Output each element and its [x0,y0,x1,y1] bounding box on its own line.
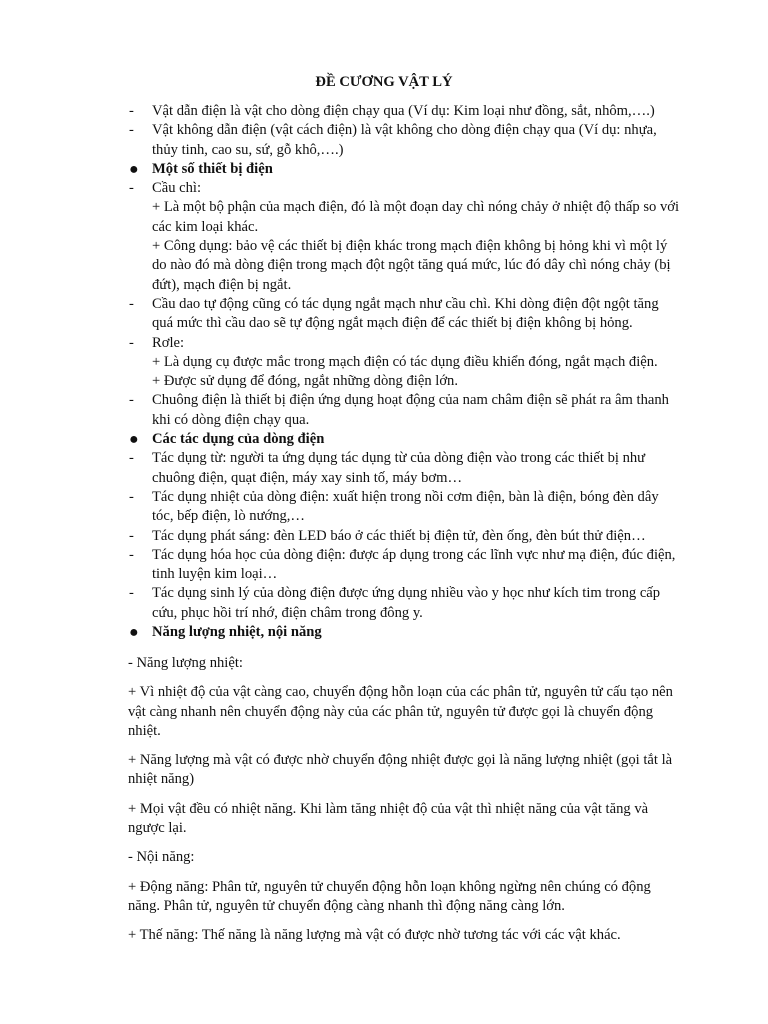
text-line: + Công dụng: bảo vệ các thiết bị điện khác trong mạch điện không bị hỏng khi vì một lý [152,238,668,255]
text-line: + Là dụng cụ được mắc trong mạch điện có tác dụng điều khiển đóng, ngắt mạch điện. [152,353,658,370]
paragraph [128,654,700,673]
list-item-text [152,160,700,179]
text-line: vật càng nhanh nên chuyển động này của các phân tử, nguyên tử được gọi là chuyển động [128,703,654,720]
text-line: + Vì nhiệt độ của vật càng cao, chuyển động hỗn loạn của các phân tử, nguyên tử cấu tạo nên [128,684,673,701]
list-item [128,179,700,295]
text-line: tinh luyện kim loại… [152,566,278,583]
text-line: Các tác dụng của dòng điện [152,431,325,448]
dash-marker: - [129,180,134,197]
list-item [128,391,700,430]
text-line: Tác dụng phát sáng: đèn LED báo ở các thiết bị điện tử, đèn ống, đèn bút thử điện… [152,527,646,544]
list-item-text [152,430,700,449]
paragraph [128,848,700,867]
text-line: - Năng lượng nhiệt: [128,655,243,671]
text-line: Vật dẫn điện là vật cho dòng điện chạy qua (Ví dụ: Kim loại như đồng, sắt, nhôm,….) [152,103,655,119]
text-line: chuông điện, quạt điện, máy xay sinh tố, máy bơm… [152,469,463,486]
content-list [128,102,700,642]
text-line: Chuông điện là thiết bị điện ứng dụng hoạt động của nam châm điện sẽ phát ra âm thanh [152,392,669,409]
text-line: Tác dụng sinh lý của dòng điện được ứng dụng nhiều vào y học như kích tim trong cấp [152,585,661,602]
bullet-marker: ● [129,431,139,449]
list-item [128,102,700,121]
text-line: Tác dụng hóa học của dòng điện: được áp dụng trong các lĩnh vực như mạ điện, đúc điện, [152,546,676,563]
dash-marker: - [129,488,134,505]
bullet-marker: ● [129,160,139,178]
text-line: do nào đó mà dòng điện trong mạch đột ngột tăng quá mức, lúc đó dây chì nóng chảy (bị [152,257,671,274]
text-line: Năng lượng nhiệt, nội năng [152,624,322,641]
paragraph-block [128,654,700,956]
text-line: Một số thiết bị điện [152,160,273,177]
paragraph [128,683,700,741]
paragraph [128,926,700,945]
text-line: năng. Phân tử, nguyên tử chuyển động càng nhanh thì động năng càng lớn. [128,897,565,914]
dash-marker: - [129,334,134,351]
text-line: đứt), mạch điện bị ngắt. [152,276,292,293]
text-line: + Mọi vật đều có nhiệt năng. Khi làm tăng nhiệt độ của vật thì nhiệt năng của vật tăng và [128,800,649,817]
list-item-text [152,449,700,488]
list-item [128,295,700,334]
list-item-text [152,391,700,430]
document-title: ĐỀ CƯƠNG VẬT LÝ [315,74,453,90]
dash-marker: - [129,527,134,544]
text-line: các kim loại khác. [152,218,259,235]
section-heading [128,160,700,179]
text-line: khi có dòng điện chạy qua. [152,411,310,428]
dash-marker: - [129,103,134,119]
dash-marker: - [129,450,134,467]
list-item [128,488,700,527]
text-line: Tác dụng từ: người ta ứng dụng tác dụng từ của dòng điện vào trong các thiết bị như [152,450,646,467]
paragraph [128,800,700,839]
list-item [128,121,700,160]
list-item-text [152,179,700,295]
text-line: ngược lại. [128,820,187,837]
list-item-text [152,295,700,334]
text-line: Vật không dẫn điện (vật cách điện) là vật không cho dòng điện chạy qua (Ví dụ: nhựa, [152,122,657,139]
section-heading [128,430,700,449]
list-item-text [152,584,700,623]
bullet-marker: ● [129,624,139,642]
text-line: nhiệt năng) [128,771,195,788]
paragraph [128,751,700,790]
text-line: thủy tinh, cao su, sứ, gỗ khô,….) [152,141,344,158]
dash-marker: - [129,585,134,602]
dash-marker: - [129,295,134,312]
list-item-text [152,488,700,527]
text-line: Tác dụng nhiệt của dòng điện: xuất hiện trong nồi cơm điện, bàn là điện, bóng đèn dây [152,488,659,505]
text-line: + Được sử dụng để đóng, ngắt những dòng điện lớn. [152,373,458,390]
text-line: tóc, bếp điện, lò nướng,… [152,508,306,525]
text-line: + Năng lượng mà vật có được nhờ chuyển động nhiệt được gọi là năng lượng nhiệt (gọi tắt là [128,752,673,769]
text-line: quá mức thì cầu dao sẽ tự động ngắt mạch điện để các thiết bị điện không bị hỏng. [152,315,633,332]
text-line: cứu, phục hồi trí nhớ, điện châm trong đông y. [152,604,423,621]
list-item-text [152,546,700,585]
text-line: Cầu chì: [152,180,202,197]
section-heading [128,623,700,642]
list-item [128,527,700,546]
list-item [128,334,700,392]
list-item-text [152,121,700,160]
dash-marker: - [129,392,134,409]
text-line: Rơle: [152,334,185,351]
list-item-text [152,102,700,121]
text-line: Cầu dao tự động cũng có tác dụng ngắt mạch như cầu chì. Khi dòng điện đột ngột tăng [152,295,659,312]
text-line: - Nội năng: [128,849,195,866]
list-item [128,546,700,585]
list-item-text [152,527,700,546]
paragraph [128,878,700,917]
text-line: + Động năng: Phân tử, nguyên tử chuyển động hỗn loạn không ngừng nên chúng có động [128,878,651,895]
text-line: + Là một bộ phận của mạch điện, đó là một đoạn day chì nóng chảy ở nhiệt độ thấp so với [152,199,680,216]
list-item [128,449,700,488]
list-item-text [152,334,700,392]
text-line: + Thế năng: Thế năng là năng lượng mà vật có được nhờ tương tác với các vật khác. [128,927,621,944]
list-item-text [152,623,700,642]
dash-marker: - [129,122,134,139]
dash-marker: - [129,546,134,563]
text-line: nhiệt. [128,722,161,739]
list-item [128,584,700,623]
